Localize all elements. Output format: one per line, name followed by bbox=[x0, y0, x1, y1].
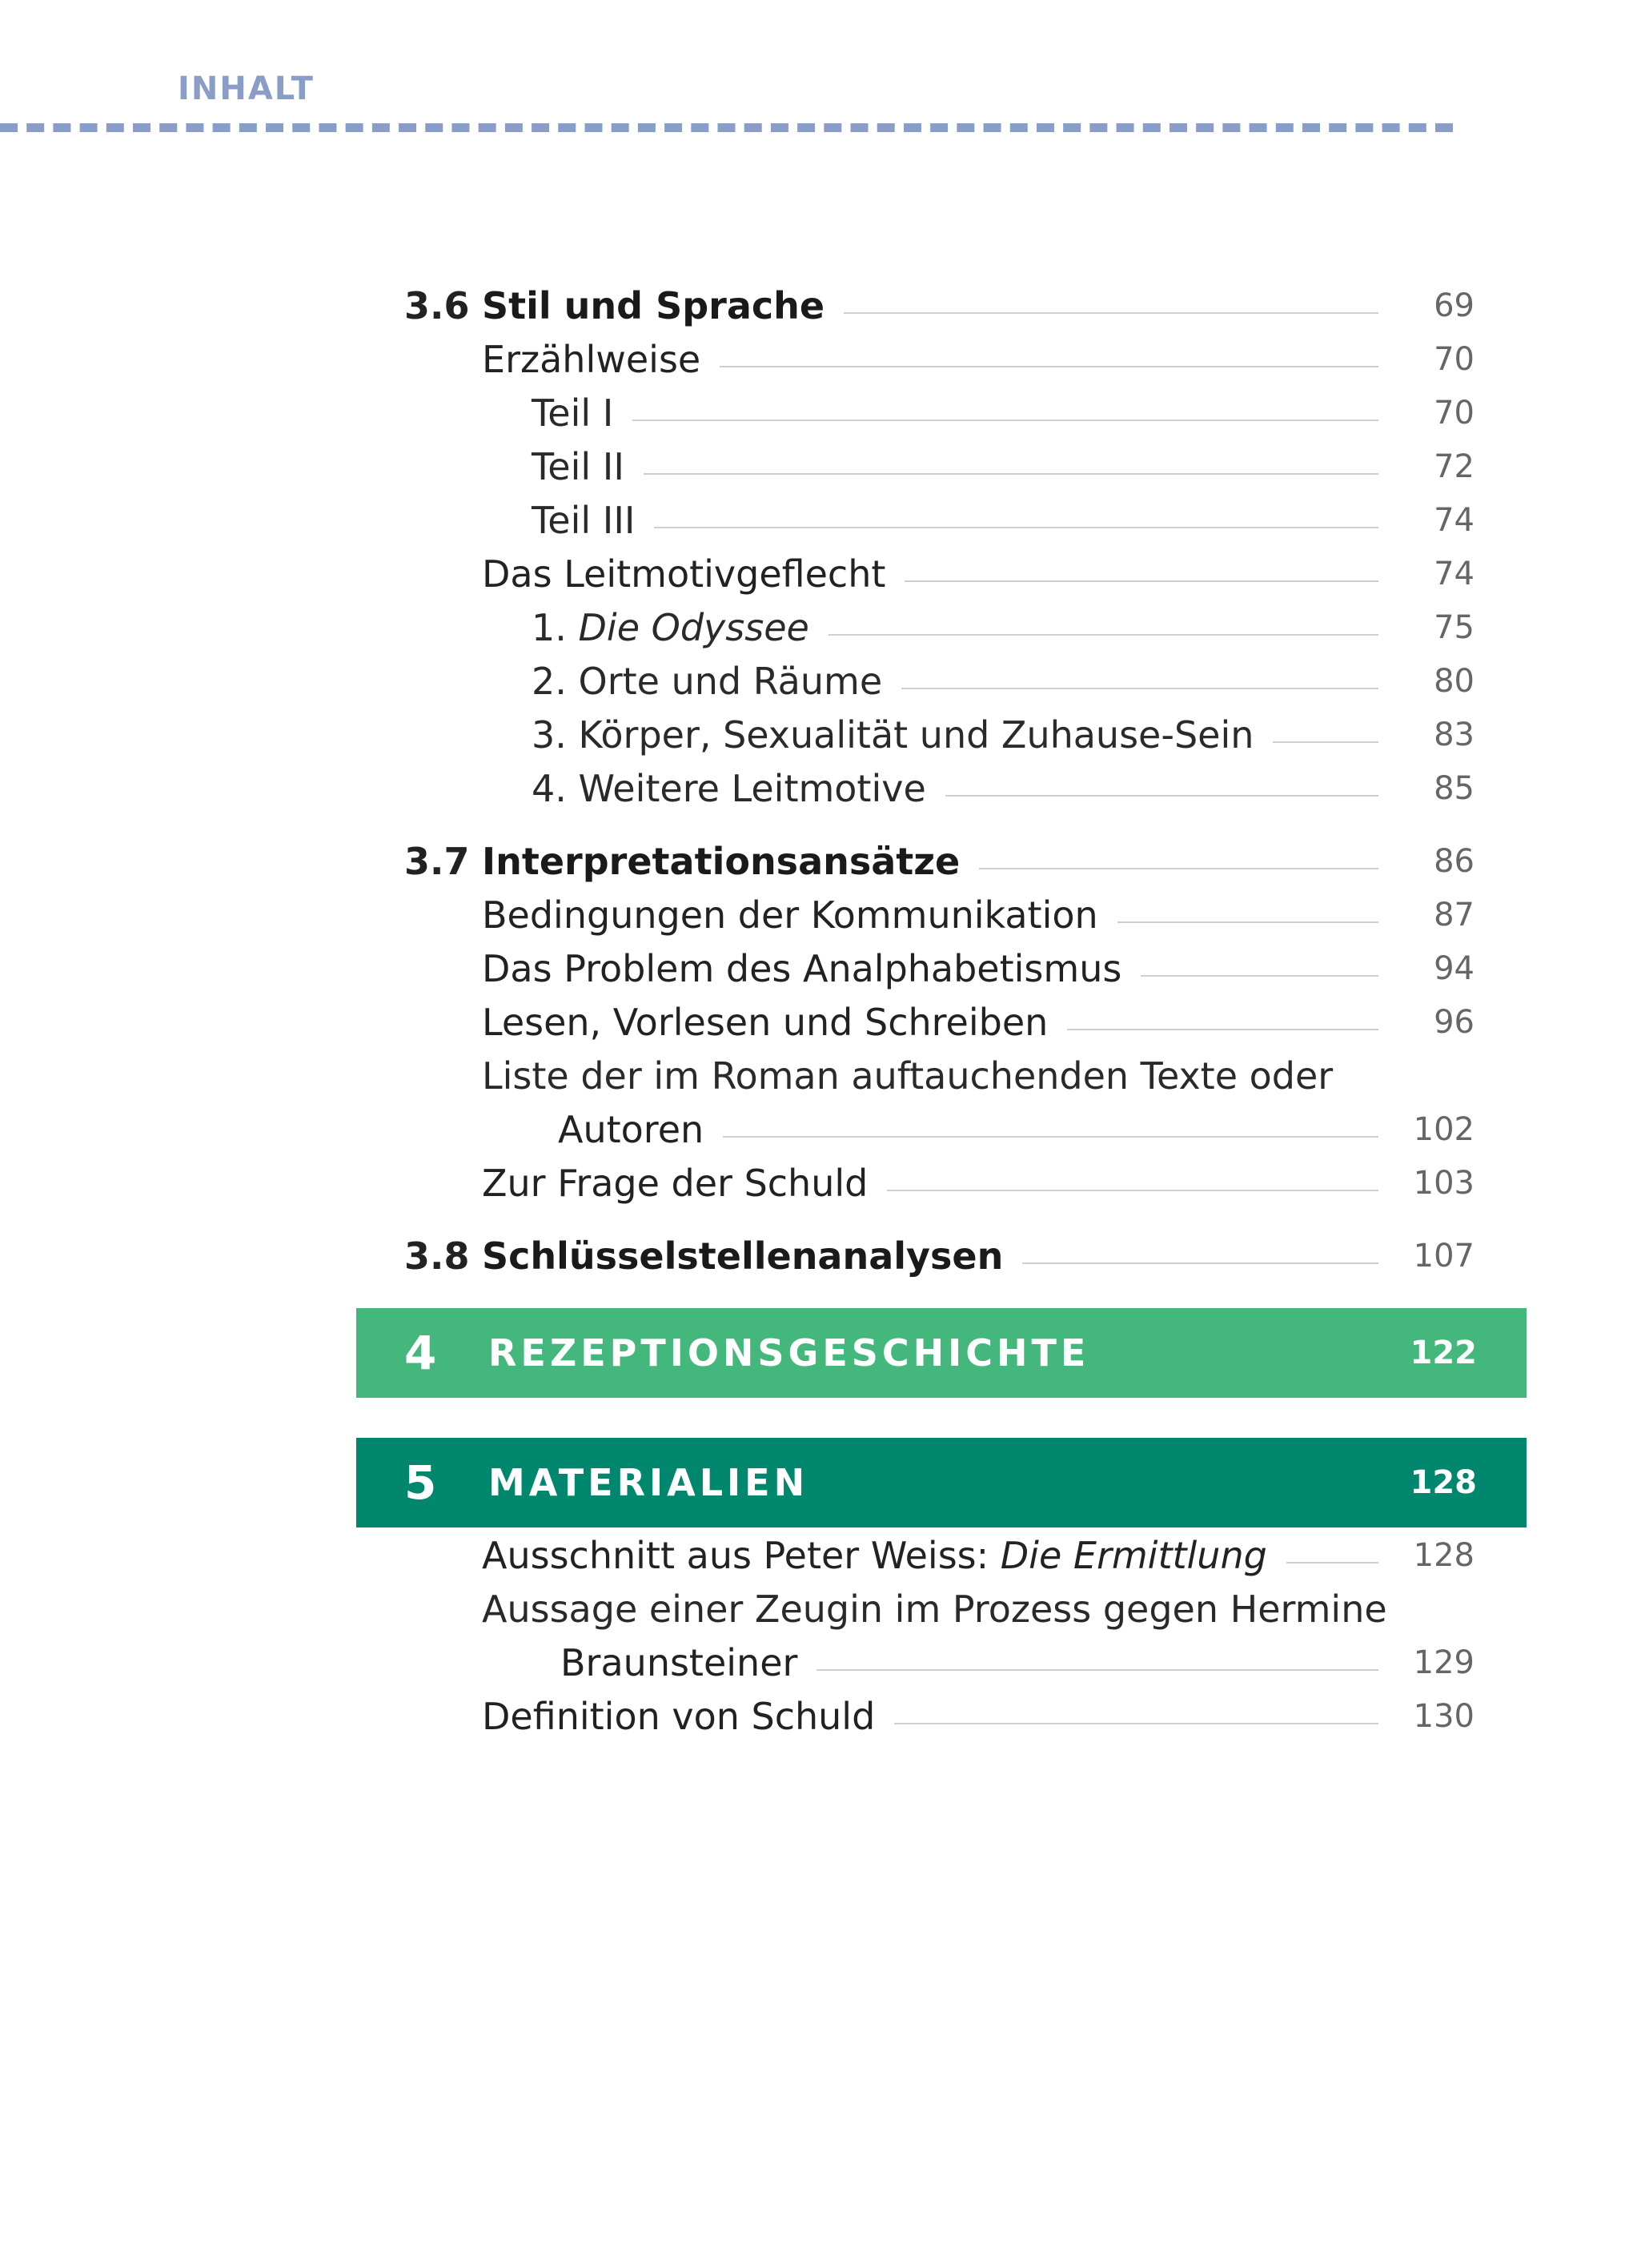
toc-entry-liste[interactable] bbox=[558, 1106, 1474, 1154]
toc-entry-frage[interactable] bbox=[482, 1159, 1474, 1207]
leader-line bbox=[901, 688, 1378, 689]
page-number: 70 bbox=[1434, 341, 1474, 378]
entry-title: Braunsteiner bbox=[560, 1641, 798, 1684]
toc-entry-problem[interactable] bbox=[482, 945, 1474, 993]
toc-entry-ausschnitt[interactable] bbox=[482, 1531, 1474, 1580]
toc-entry-erzaehlweise[interactable] bbox=[482, 335, 1474, 383]
toc-entry-bedingungen[interactable] bbox=[482, 891, 1474, 939]
toc-entry-3-8[interactable] bbox=[404, 1232, 1474, 1280]
entry-prefix: 1. bbox=[532, 606, 579, 649]
leader-line bbox=[1067, 1029, 1378, 1030]
page-number: 102 bbox=[1413, 1111, 1474, 1148]
page-number: 122 bbox=[1410, 1335, 1477, 1371]
page-number: 83 bbox=[1434, 717, 1474, 753]
leader-line bbox=[1286, 1562, 1378, 1564]
page-number: 130 bbox=[1413, 1698, 1474, 1735]
leader-line bbox=[1141, 975, 1378, 977]
entry-italic-title: Die Odyssee bbox=[578, 606, 809, 649]
page-number: 85 bbox=[1434, 770, 1474, 807]
toc-entry-odyssee[interactable] bbox=[532, 604, 1474, 652]
toc-entry-3-7[interactable] bbox=[404, 837, 1474, 885]
entry-title: Bedingungen der Kommunikation bbox=[482, 893, 1098, 937]
page-number: 86 bbox=[1434, 843, 1474, 880]
chapter-bar-materialien[interactable] bbox=[356, 1438, 1527, 1527]
toc-entry-koerper[interactable] bbox=[532, 711, 1474, 759]
entry-title: Stil und Sprache bbox=[482, 284, 825, 327]
page-number: 72 bbox=[1434, 448, 1474, 485]
chapter-number: 4 bbox=[404, 1326, 437, 1380]
entry-title: Schlüsselstellenanalysen bbox=[482, 1234, 1004, 1278]
toc-entry-teil-3[interactable] bbox=[532, 496, 1474, 544]
page-number: 70 bbox=[1434, 395, 1474, 432]
entry-title bbox=[532, 604, 809, 652]
chapter-title: MATERIALIEN bbox=[488, 1461, 809, 1504]
section-number: 3.6 bbox=[404, 284, 470, 327]
entry-title: Lesen, Vorlesen und Schreiben bbox=[482, 1001, 1049, 1044]
chapter-number: 5 bbox=[404, 1455, 437, 1510]
entry-title: Das Problem des Analphabetismus bbox=[482, 947, 1122, 990]
section-number: 3.8 bbox=[404, 1234, 470, 1278]
page-number: 96 bbox=[1434, 1004, 1474, 1041]
leader-line bbox=[816, 1669, 1378, 1671]
page-number: 128 bbox=[1410, 1464, 1477, 1501]
entry-title: Interpretationsansätze bbox=[482, 840, 961, 883]
page-number: 103 bbox=[1413, 1165, 1474, 1202]
entry-italic-title: Die Ermittlung bbox=[1000, 1534, 1267, 1577]
page-number: 80 bbox=[1434, 663, 1474, 700]
page-number: 74 bbox=[1434, 502, 1474, 539]
entry-title: 3. Körper, Sexualität und Zuhause-Sein bbox=[532, 713, 1254, 757]
leader-line bbox=[894, 1723, 1378, 1724]
page-number: 94 bbox=[1434, 950, 1474, 987]
entry-title: 4. Weitere Leitmotive bbox=[532, 767, 926, 810]
leader-line bbox=[632, 419, 1378, 421]
page-number: 129 bbox=[1413, 1644, 1474, 1681]
leader-line bbox=[844, 312, 1378, 314]
toc-entry-definition[interactable] bbox=[482, 1692, 1474, 1740]
toc-entry-teil-1[interactable] bbox=[532, 389, 1474, 437]
toc-entry-weitere[interactable] bbox=[532, 765, 1474, 813]
toc-entry-aussage-line1[interactable]: Aussage einer Zeugin im Prozess gegen Hermine bbox=[482, 1588, 1387, 1631]
page-number: 74 bbox=[1434, 556, 1474, 592]
toc-entry-teil-2[interactable] bbox=[532, 443, 1474, 491]
chapter-bar-rezeptionsgeschichte[interactable] bbox=[356, 1308, 1527, 1398]
leader-line bbox=[945, 795, 1378, 797]
toc-entry-lesen[interactable] bbox=[482, 998, 1474, 1046]
entry-title: Teil III bbox=[532, 499, 636, 542]
page-number: 69 bbox=[1434, 287, 1474, 324]
entry-title: 2. Orte und Räume bbox=[532, 660, 883, 703]
running-header: INHALT bbox=[178, 70, 315, 107]
leader-line bbox=[720, 366, 1378, 367]
leader-line bbox=[1022, 1262, 1378, 1264]
entry-title bbox=[482, 1531, 1267, 1580]
toc-entry-orte[interactable] bbox=[532, 657, 1474, 705]
chapter-title: REZEPTIONSGESCHICHTE bbox=[488, 1331, 1090, 1375]
leader-line bbox=[654, 527, 1378, 528]
page-number: 87 bbox=[1434, 897, 1474, 933]
leader-line bbox=[905, 580, 1378, 582]
section-number: 3.7 bbox=[404, 840, 470, 883]
leader-line bbox=[723, 1136, 1378, 1138]
leader-line bbox=[1273, 741, 1378, 743]
page-number: 75 bbox=[1434, 609, 1474, 646]
leader-line bbox=[979, 868, 1378, 869]
leader-line bbox=[887, 1190, 1378, 1191]
leader-line bbox=[829, 634, 1378, 636]
entry-title: Das Leitmotivgeflecht bbox=[482, 552, 886, 596]
toc-entry-3-6[interactable] bbox=[404, 282, 1474, 330]
page-number: 107 bbox=[1413, 1238, 1474, 1274]
entry-title: Teil II bbox=[532, 445, 624, 488]
entry-title: Definition von Schuld bbox=[482, 1695, 876, 1738]
entry-title: Erzählweise bbox=[482, 338, 701, 381]
entry-title: Zur Frage der Schuld bbox=[482, 1162, 869, 1205]
leader-line bbox=[1117, 921, 1378, 923]
toc-entry-aussage[interactable] bbox=[560, 1639, 1474, 1687]
entry-prefix: Ausschnitt aus Peter Weiss: bbox=[482, 1534, 1001, 1577]
page-number: 128 bbox=[1413, 1537, 1474, 1574]
leader-line bbox=[644, 473, 1378, 475]
entry-title: Autoren bbox=[558, 1108, 704, 1151]
toc-entry-liste-line1[interactable]: Liste der im Roman auftauchenden Texte oder bbox=[482, 1054, 1334, 1098]
entry-title: Teil I bbox=[532, 391, 614, 435]
toc-entry-leitmotivgeflecht[interactable] bbox=[482, 550, 1474, 598]
